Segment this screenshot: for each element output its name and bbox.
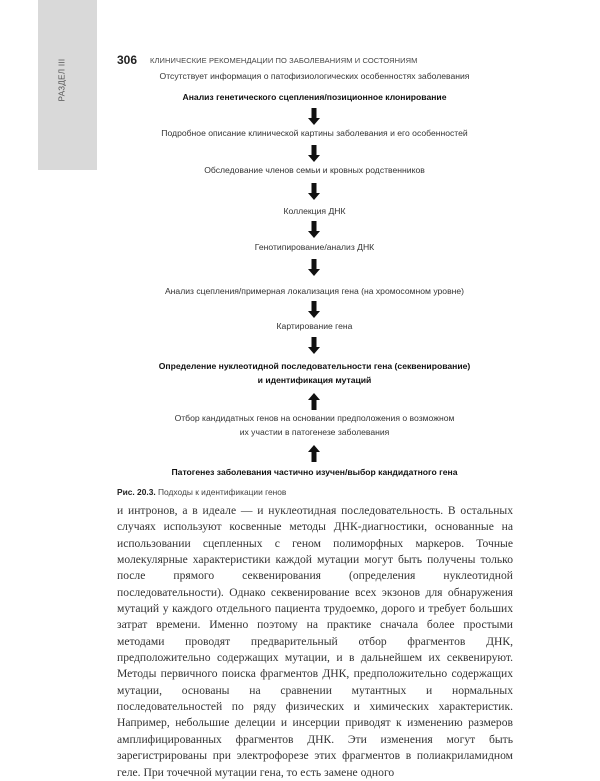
section-label: РАЗДЕЛ III <box>57 58 67 102</box>
flow-node-clinical: Подробное описание клинической картины заболевания и его особенностей <box>161 128 468 138</box>
flow-node-pathogenesis: Патогенез заболевания частично изучен/выбор кандидатного гена <box>171 467 458 477</box>
arrow-down-icon <box>308 259 320 276</box>
arrow-up-icon <box>308 445 320 462</box>
arrow-down-icon <box>308 221 320 238</box>
flow-node-mapping: Картирование гена <box>276 321 353 331</box>
figure-label: Рис. 20.3. <box>117 487 156 497</box>
flow-node-candidates-2: их участии в патогенезе заболевания <box>239 427 390 437</box>
flow-node-start: Отсутствует информация о патофизиологических особенностях заболевания <box>159 71 470 81</box>
flow-node-linkage: Анализ генетического сцепления/позиционное клонирование <box>182 92 447 102</box>
flow-node-family: Обследование членов семьи и кровных родственников <box>204 165 425 175</box>
section-tab <box>38 0 97 170</box>
flow-node-candidates: Отбор кандидатных генов на основании предположения о возможном <box>174 413 455 423</box>
body-paragraph: и интронов, а в идеале — и нуклеотидная последовательность. В остальных случаях используют косвенные методы ДНК-диагностики, основанные на использовании сцепленных с геном полиморфных маркеров. Точные молекулярные характеристики каждой мутации могут быть получены только после прямого секвенирования (определения нуклеотидной последовательности). Однако секвенирование всех экзонов для обнаружения мутаций у каждого отдельного пациента трудоемко, дорого и требует больших затрат времени. Именно поэтому на практике сначала более простыми методами проводят предварительный отбор фрагментов ДНК, предположительно содержащих мутации, и в дальнейшем их секвенируют. Методы первичного поиска фрагментов ДНК, предположительно содержащих мутации, основаны на сравнении мутантных и нормальных последовательностей по ряду физических и химических характеристик. Например, небольшие делеции и инсерции приводят к изменению размеров амплифицированных фрагментов ДНК. Эти изменения могут быть зарегистрированы при электрофорезе этих фрагментов в полиакриламидном геле. При точечной мутации гена, то есть замене одного <box>117 504 513 779</box>
arrow-down-icon <box>308 145 320 162</box>
arrow-up-icon <box>308 393 320 410</box>
page-number: 306 <box>117 53 138 67</box>
flow-node-dna-collection: Коллекция ДНК <box>283 206 346 216</box>
arrow-down-icon <box>308 183 320 200</box>
figure-caption <box>117 487 286 497</box>
arrow-down-icon <box>308 301 320 318</box>
running-title: КЛИНИЧЕСКИЕ РЕКОМЕНДАЦИИ ПО ЗАБОЛЕВАНИЯМ И СОСТОЯНИЯМ <box>150 56 418 65</box>
flow-node-genotyping: Генотипирование/анализ ДНК <box>254 242 375 252</box>
flow-node-sequencing: Определение нуклеотидной последовательности гена (секвенирование) <box>158 361 471 371</box>
flow-node-sequencing-2: и идентификация мутаций <box>257 375 372 385</box>
flow-node-localization: Анализ сцепления/примерная локализация гена (на хромосомном уровне) <box>164 286 465 296</box>
figure-caption-text: Подходы к идентификации генов <box>155 487 287 497</box>
arrow-down-icon <box>308 108 320 125</box>
arrow-down-icon <box>308 337 320 354</box>
